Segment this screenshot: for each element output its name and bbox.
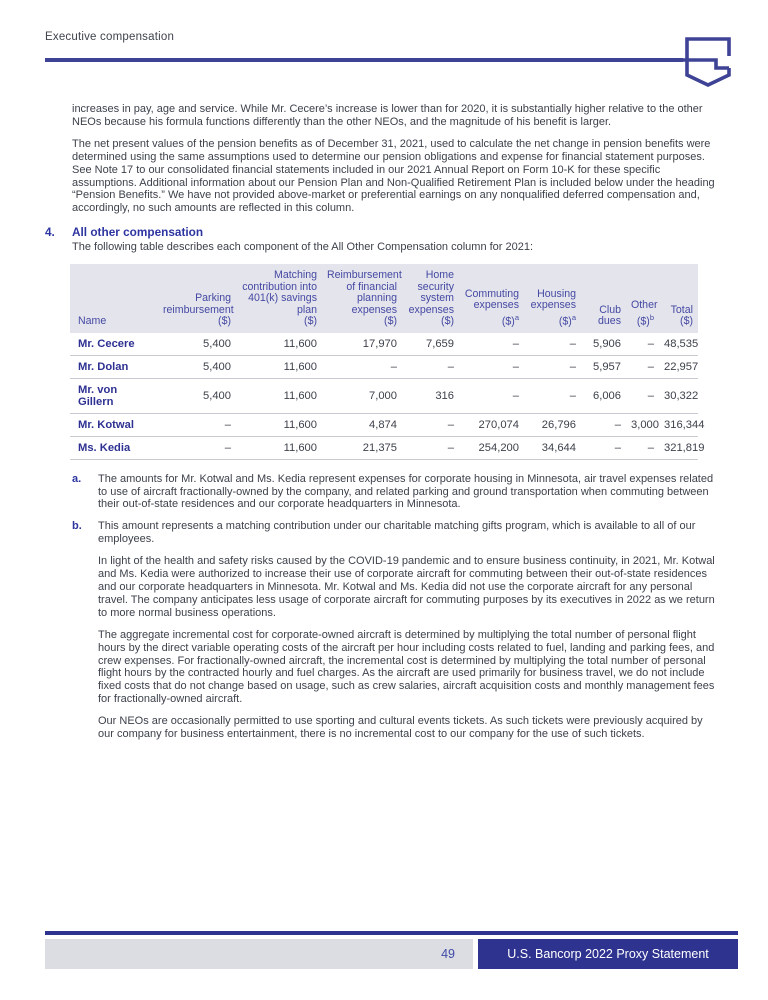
cell-value: 11,600 (283, 360, 317, 373)
col-header-other: Other ($)$^b$ (626, 264, 659, 333)
cell-value: – (569, 389, 576, 402)
cell-value: 316 (435, 389, 454, 402)
cell-value: 11,600 (283, 441, 317, 454)
footnote-text (98, 473, 718, 512)
footnote-ref-b: b (649, 312, 654, 322)
table-row (70, 413, 698, 436)
footnote-b (72, 520, 718, 741)
cell-value: – (447, 418, 454, 431)
row-name: Mr. von Gillern (78, 383, 118, 408)
cell-value: – (224, 418, 231, 431)
cell-value: – (447, 441, 454, 454)
all-other-compensation-table (70, 264, 705, 460)
row-name: Mr. Kotwal (78, 418, 134, 431)
cell-value: – (512, 360, 519, 373)
cell-value: 5,400 (203, 389, 231, 402)
cell-value: – (569, 337, 576, 350)
row-name: Mr. Cecere (78, 337, 135, 350)
section-heading (45, 225, 718, 239)
publication-title: U.S. Bancorp 2022 Proxy Statement (507, 947, 709, 961)
cell-value: 254,200 (478, 441, 519, 454)
cell-value: 5,400 (203, 337, 231, 350)
footnote-paragraph: In light of the health and safety risks caused by the COVID-19 pandemic and to ensure business continuity, in 2021, Mr. Kotwal and Ms. Kedia were authorized to increase their use of corporate aircraft for commuting between their out-of-state residences and our corporate headquarters in Minnesota. Mr. Kotwal and Ms. Kedia did not use the corporate aircraft for any personal travel. The company anticipates less usage of corporate aircraft for commuting purposes by its executives in 2022 as we return to more normal business operations. (98, 555, 715, 619)
page-body (45, 103, 718, 750)
intro-paragraph: The net present values of the pension benefits as of December 31, 2021, used to calculate the net change in pension benefits were determined using the same assumptions used to determine our pension obligations and expense for financial statement purposes. See Note 17 to our consolidated financial statements included in our 2021 Annual Report on Form 10-K for these specific assumptions. Additional information about our Pension Plan and Non-Qualified Retirement Plan is included below under the heading “Pension Benefits.” We have not provided above-market or preferential earnings on any nonqualified deferred compensation and, accordingly, no such amounts are reflected in this column. (72, 137, 715, 215)
cell-value: 5,957 (593, 360, 621, 373)
cell-value: – (569, 360, 576, 373)
running-head: Executive compensation (45, 31, 175, 43)
cell-value: 30,322 (664, 389, 699, 402)
footnote-paragraph: This amount represents a matching contribution under our charitable matching gifts program, which is available to all of our employees. (98, 520, 696, 546)
section-title: All other compensation (72, 225, 204, 240)
col-header-name: Name (70, 264, 158, 333)
table-row (70, 378, 698, 413)
footnote-marker: a. (72, 472, 82, 485)
table-row (70, 355, 698, 378)
footnote-marker: b. (72, 520, 82, 533)
row-name: Ms. Kedia (78, 441, 131, 454)
cell-value: 4,874 (369, 418, 397, 431)
header-rule (45, 58, 683, 62)
footer-publication-bar (478, 939, 738, 969)
col-header-home-security-system: Home security system expenses ($) (402, 264, 459, 333)
cell-value: 26,796 (541, 418, 576, 431)
cell-value: – (614, 441, 621, 454)
col-header-matching-401k-contribution: Matching contribution into 401(k) savings plan ($) (236, 264, 322, 333)
cell-value: – (614, 418, 621, 431)
cell-value: 5,400 (203, 360, 231, 373)
us-bancorp-shield-logo (683, 32, 733, 89)
footnote-ref-a: a (514, 312, 519, 322)
footer-page-number-bar (45, 939, 473, 969)
cell-value: 3,000 (631, 418, 659, 431)
table-row (70, 333, 698, 356)
page-number: 49 (441, 947, 455, 961)
footnotes (72, 473, 718, 741)
table-row (70, 436, 698, 459)
cell-value: – (512, 337, 519, 350)
cell-value: 11,600 (283, 389, 317, 402)
cell-value: – (647, 389, 654, 402)
cell-value: 11,600 (283, 418, 317, 431)
col-header-club-dues: Club dues (581, 264, 626, 333)
cell-value: 34,644 (541, 441, 576, 454)
cell-value: – (390, 360, 397, 373)
footnote-paragraph: Our NEOs are occasionally permitted to use sporting and cultural events tickets. As such tickets were previously acquired by our company for business entertainment, there is no incremental cost to our company for the use of such tickets. (98, 715, 703, 741)
cell-value: – (512, 389, 519, 402)
col-header-total: Total ($) (659, 264, 698, 333)
row-name: Mr. Dolan (78, 360, 129, 373)
cell-value: 7,659 (426, 337, 454, 350)
section-number: 4. (45, 225, 55, 240)
col-header-commuting-expenses: Commuting expenses ($)$^a$ (459, 264, 524, 333)
cell-value: – (647, 441, 654, 454)
cell-value: 321,819 (664, 441, 705, 454)
section-lead: The following table describes each component of the All Other Compensation column for 2021: (72, 241, 534, 254)
comp-table-header-row (70, 264, 698, 333)
footnote-paragraph: The aggregate incremental cost for corporate-owned aircraft is determined by multiplying the total number of personal flight hours by the direct variable operating costs of the aircraft per hour including costs related to fuel, landing and parking fees, and crew expenses. For fractionally-owned aircraft, the incremental cost is determined by multiplying the total number of personal flight hours by the contracted hourly and fuel charges. As the aircraft are used primarily for business travel, we do not include fixed costs that do not change based on usage, such as crew salaries, aircraft acquisition costs and monthly management fees for fractionally-owned aircraft. (98, 628, 715, 706)
cell-value: 7,000 (369, 389, 397, 402)
col-header-financial-planning-reimbursement: Reimbursement of financial planning expenses ($) (322, 264, 402, 333)
footnote-ref-a: a (571, 312, 576, 322)
cell-value: 22,957 (664, 360, 699, 373)
footnote-a (72, 473, 718, 512)
cell-value: 48,535 (664, 337, 699, 350)
footnote-text (98, 520, 718, 741)
footnote-paragraph: The amounts for Mr. Kotwal and Ms. Kedia represent expenses for corporate housing in Minnesota, air travel expenses related to use of aircraft fractionally-owned by the company, and related parking and ground transportation when commuting between their out-of-state residences and our corporate headquarters in Minnesota. (98, 472, 714, 511)
cell-value: 17,970 (362, 337, 397, 350)
comp-table-body (70, 333, 705, 460)
cell-value: 21,375 (362, 441, 397, 454)
col-header-parking-reimbursement: Parking reimbursement ($) (158, 264, 236, 333)
footer-rule (45, 931, 738, 935)
col-header-housing-expenses: Housing expenses ($)$^a$ (524, 264, 581, 333)
cell-value: – (447, 360, 454, 373)
cell-value: – (647, 360, 654, 373)
cell-value: 5,906 (593, 337, 621, 350)
cell-value: 6,006 (593, 389, 621, 402)
cell-value: – (224, 441, 231, 454)
cell-value: 11,600 (283, 337, 317, 350)
cell-value: 316,344 (664, 418, 705, 431)
cell-value: – (647, 337, 654, 350)
cell-value: 270,074 (478, 418, 519, 431)
intro-paragraph: increases in pay, age and service. While Mr. Cecere’s increase is lower than for 2020, it is substantially higher relative to the other NEOs because his formula functions differently than the other NEOs, and the magnitude of his benefit is larger. (72, 103, 703, 128)
